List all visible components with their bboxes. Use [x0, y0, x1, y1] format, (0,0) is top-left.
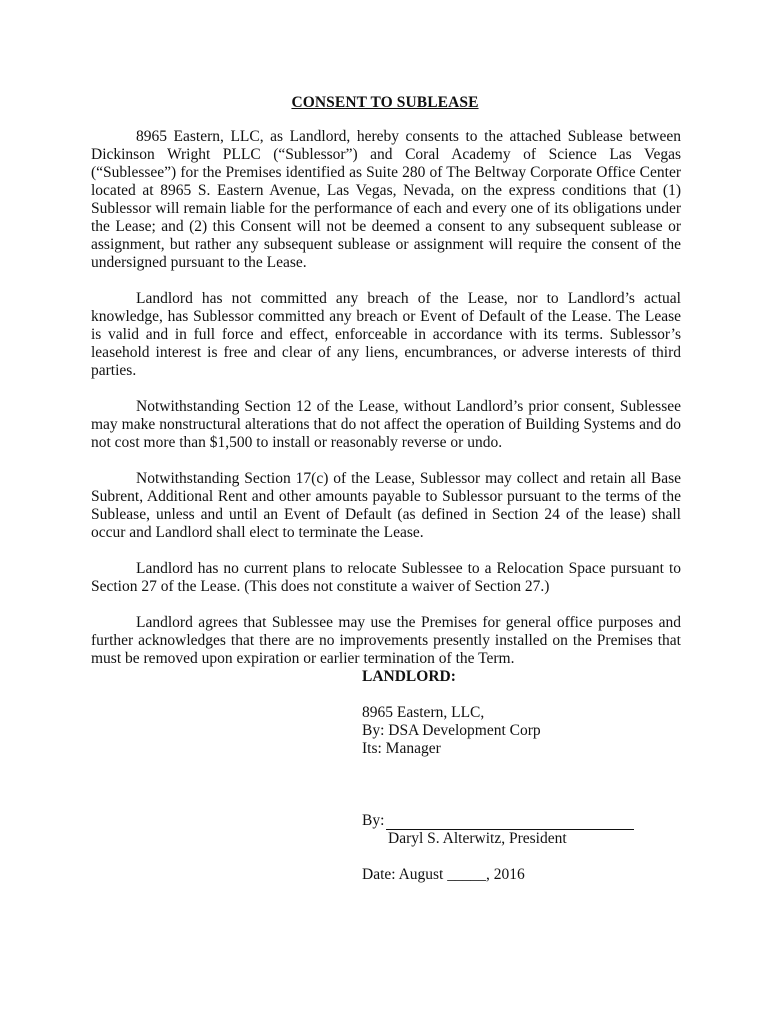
signature-by-entity: By: DSA Development Corp [362, 722, 541, 739]
paragraph-subrent: Notwithstanding Section 17(c) of the Lease, Sublessor may collect and retain all Base Subrent, Additional Rent and other amounts payable to Sublessor pursuant to the terms of the Sublease, unless and until an Event of Default (as defined in Section 24 of the lease) shall occur and Landlord shall elect to terminate the Lease. [91, 470, 681, 541]
paragraph-consent: 8965 Eastern, LLC, as Landlord, hereby consents to the attached Sublease between Dickinson Wright PLLC (“Sublessor”) and Coral Academy of Science Las Vegas (“Sublessee”) for the Premises identified as Suite 280 of The Beltway Corporate Office Center located at 8965 S. Eastern Avenue, Las Vegas, Nevada, on the express conditions that (1) Sublessor will remain liable for the performance of each and every one of its obligations under the Lease; and (2) this Consent will not be deemed a consent to any subsequent sublease or assignment, but rather any subsequent sublease or assignment will require the consent of the undersigned pursuant to the Lease. [91, 128, 681, 271]
paragraph-no-breach: Landlord has not committed any breach of the Lease, nor to Landlord’s actual knowledge, has Sublessor committed any breach or Event of Default of the Lease. The Lease is valid and in full force and effect, enforceable in accordance with its terms. Sublessor’s leasehold interest is free and clear of any liens, encumbrances, or adverse interests of third parties. [91, 290, 681, 379]
signature-date: Date: August _____, 2016 [362, 866, 525, 883]
signature-line[interactable] [386, 815, 634, 830]
paragraph-relocation: Landlord has no current plans to relocate Sublessee to a Relocation Space pursuant to Section 27 of the Lease. (This does not constitute a waiver of Section 27.) [91, 560, 681, 595]
document-title: CONSENT TO SUBLEASE [291, 94, 479, 111]
signature-its: Its: Manager [362, 740, 441, 757]
signature-block [362, 668, 692, 884]
signer-name: Daryl S. Alterwitz, President [388, 830, 567, 847]
paragraph-alterations: Notwithstanding Section 12 of the Lease, without Landlord’s prior consent, Sublessee may make nonstructural alterations that do not affect the operation of Building Systems and do not cost more than $1,500 to install or reasonably reverse or undo. [91, 398, 681, 451]
signature-heading: LANDLORD: [362, 668, 456, 685]
signature-by-row [362, 812, 692, 830]
signature-entity: 8965 Eastern, LLC, [362, 704, 485, 721]
signature-by-label: By: [362, 812, 385, 829]
paragraph-use: Landlord agrees that Sublessee may use the Premises for general office purposes and further acknowledges that there are no improvements presently installed on the Premises that must be removed upon expiration or earlier termination of the Term. [91, 614, 681, 667]
document-body [91, 128, 681, 686]
